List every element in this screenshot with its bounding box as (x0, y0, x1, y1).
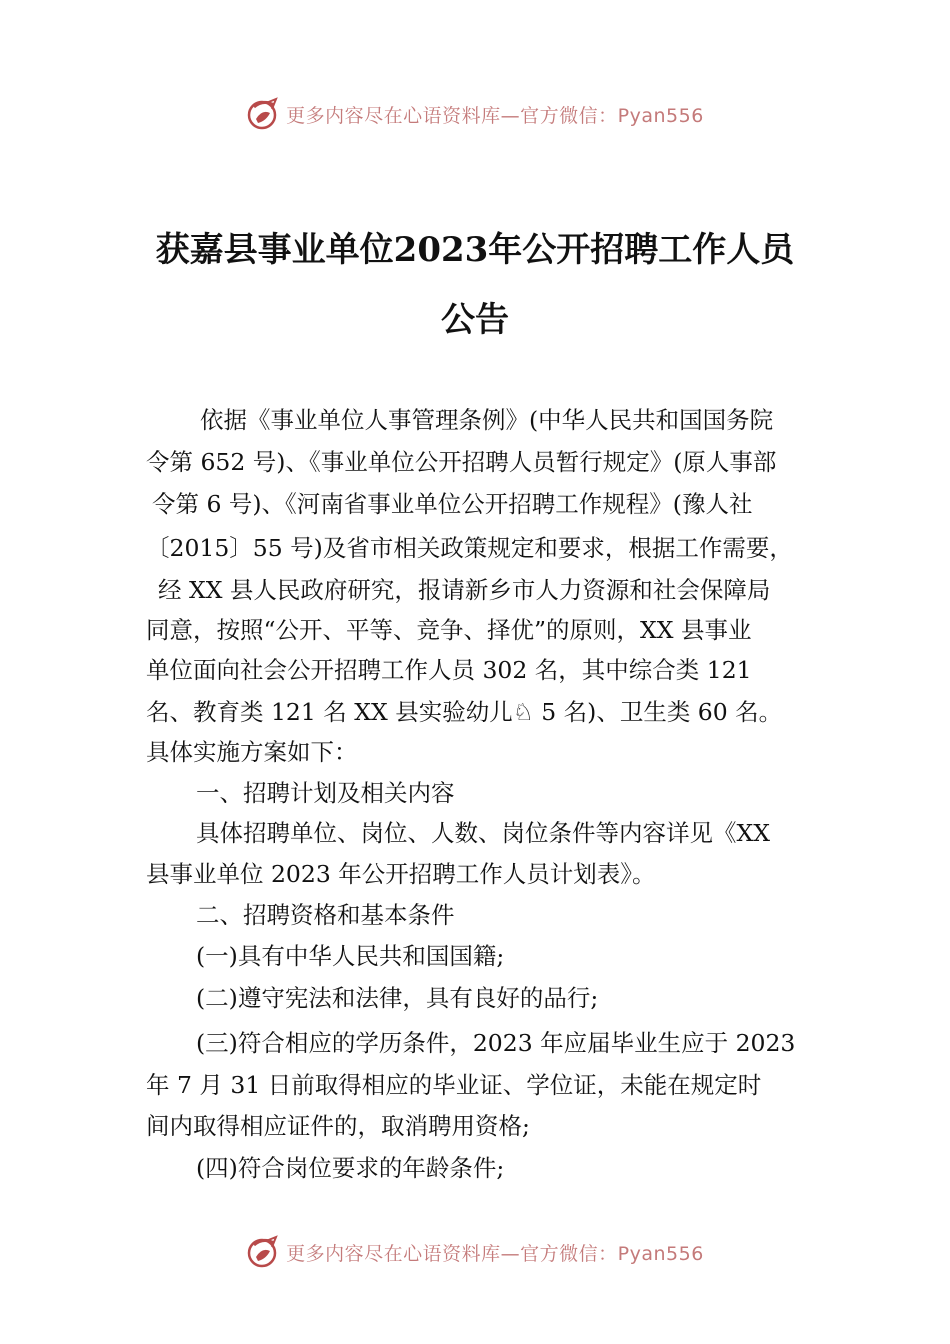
brand-logo-icon (246, 1235, 280, 1269)
body-line: 县事业单位 2023 年公开招聘工作人员计划表》。 (146, 860, 656, 888)
body-line: 同意，按照“公开、平等、竞争、择优”的原则，XX 县事业 (146, 616, 752, 644)
body-line: 经 XX 县人民政府研究，报请新乡市人力资源和社会保障局 (158, 576, 771, 604)
list-item: (三)符合相应的学历条件，2023 年应届毕业生应于 2023 (196, 1029, 796, 1057)
document-title-line1: 获嘉县事业单位2023年公开招聘工作人员 (155, 230, 795, 270)
body-line: 〔2015〕55 号)及省市相关政策规定和要求，根据工作需要， (146, 534, 793, 562)
footer-banner-text: 更多内容尽在心语资料库—官方微信：Pyan556 (286, 1242, 704, 1265)
body-line: 令第 6 号)、《河南省事业单位公开招聘工作规程》(豫人社 (152, 490, 753, 518)
footer-banner (0, 1232, 950, 1272)
body-line: 年 7 月 31 日前取得相应的毕业证、学位证，未能在规定时 (146, 1071, 762, 1099)
body-line: 具体实施方案如下： (146, 738, 358, 766)
body-line: 具体招聘单位、岗位、人数、岗位条件等内容详见《XX (196, 819, 770, 847)
body-line: 令第 652 号)、《事业单位公开招聘人员暂行规定》(原人事部 (146, 448, 777, 476)
brand-logo-icon (246, 97, 280, 131)
list-item: (二)遵守宪法和法律，具有良好的品行; (196, 984, 599, 1012)
section-heading: 一、招聘计划及相关内容 (196, 779, 455, 807)
header-banner-text: 更多内容尽在心语资料库—官方微信：Pyan556 (286, 104, 704, 127)
body-line: 单位面向社会公开招聘工作人员 302 名，其中综合类 121 (146, 656, 752, 684)
section-heading: 二、招聘资格和基本条件 (196, 901, 455, 929)
list-item: (四)符合岗位要求的年龄条件; (196, 1154, 505, 1182)
document-title-line2: 公告 (441, 300, 509, 340)
list-item: (一)具有中华人民共和国国籍; (196, 942, 505, 970)
body-line: 间内取得相应证件的，取消聘用资格; (146, 1112, 530, 1140)
header-banner (0, 94, 950, 134)
body-line: 名、教育类 121 名 XX 县实验幼儿♘ 5 名)、卫生类 60 名。 (146, 698, 783, 726)
body-line: 依据《事业单位人事管理条例》(中华人民共和国国务院 (200, 406, 774, 434)
